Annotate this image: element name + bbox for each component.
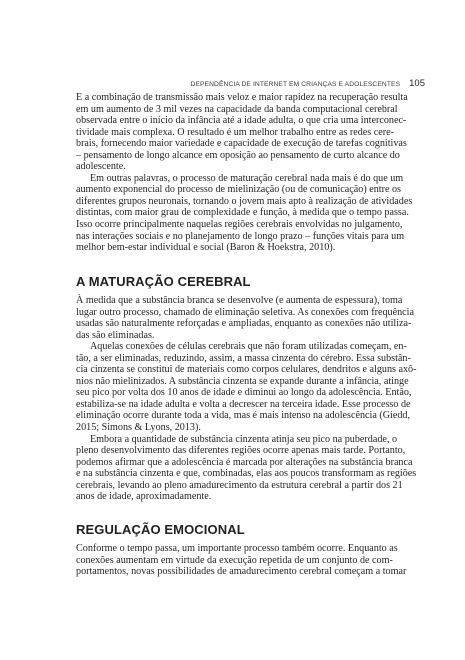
text-line: Conforme o tempo passa, um importante processo também ocorre. Enquanto as (76, 543, 398, 554)
text-line: tão, a ser eliminadas, reduzindo, assim, a massa cinzenta do cérebro. Essa substân- (76, 352, 411, 364)
text-line: Aquelas conexões de células cerebrais que não foram utilizadas começam, en- (90, 341, 407, 353)
text-line: Embora a quantidade de substância cinzenta atinja seu pico na puberdade, o (90, 433, 398, 445)
text-line: estabiliza-se na idade adulta e volta a decrescer na terceira idade. Esse processo de (76, 398, 411, 410)
text-line: pleno desenvolvimento das diferentes regiões ocorre apenas mais tarde. Portanto, (76, 445, 406, 457)
text-line: À medida que a substância branca se desenvolve (e aumenta de espessura), toma (76, 295, 403, 306)
text-line: tividade mais complexa. O resultado é um melhor trabalho entre as redes cere- (76, 126, 394, 138)
text-line: cerebrais, levando ao pleno amadurecimento da estrutura cerebral a partir dos 21 (76, 479, 403, 491)
running-title: DEPENDÊNCIA DE INTERNET EM CRIANÇAS E ADOLESCENTES (190, 81, 401, 88)
page-number: 105 (409, 78, 425, 89)
running-header (0, 73, 425, 91)
paragraphs-intro (76, 92, 413, 254)
text-line: aumento exponencial do processo de mielinização (ou de comunicação) entre os (76, 184, 401, 196)
text-line: – pensamento de longo alcance em oposição ao pensamento de curto alcance do (76, 149, 400, 161)
text-line: 2015; Simons & Lyons, 2013). (76, 422, 201, 434)
text-line: cia cinzenta se constitui de materiais como corpos celulares, dendritos e alguns axô- (76, 364, 417, 376)
text-line: eliminação ocorre durante toda a vida, mas é mais intenso na adolescência (Giedd, (76, 410, 410, 422)
text-line: adolescente. (76, 161, 126, 173)
text-line: melhor bem-estar individual e social (Baron & Hoekstra, 2010). (76, 242, 336, 254)
text-line: anos de idade, aproximadamente. (76, 491, 212, 503)
text-line: brais, fornecendo maior variedade e capacidade de execução de tarefas cognitivas (76, 138, 407, 150)
text-line: podemos afirmar que a adolescência é marcada por alterações na substância branca (76, 456, 413, 468)
section-heading-regulacao: REGULAÇÃO EMOCIONAL (76, 522, 245, 537)
section-heading-maturacao: A MATURAÇÃO CEREBRAL (76, 274, 251, 289)
paragraphs-regulacao (76, 543, 407, 578)
text-line: Isso ocorre principalmente naquelas regiões cerebrais envolvidas no julgamento, (76, 219, 403, 231)
text-line: e na substância cinzenta e que, combinadas, elas aos poucos transformam as regiões (76, 468, 417, 480)
text-line: portamentos, novas possibilidades de amadurecimento cerebral começam a tomar (76, 566, 407, 578)
text-line: distintas, com maior grau de complexidade e função, à medida que o tempo passa. (76, 207, 409, 219)
text-line: Em outras palavras, o processo de maturação cerebral nada mais é do que um (90, 172, 404, 184)
text-line: E a combinação de transmissão mais veloz e maior rapidez na recuperação resulta (76, 92, 408, 103)
text-line: nios não mielinizados. A substância cinzenta se expande durante a infância, atinge (76, 375, 409, 387)
text-line: lugar outro processo, chamado de eliminação seletiva. As conexões com frequência (76, 306, 414, 318)
text-line: conexões aumentam em virtude da execução repetida de um conjunto de com- (76, 554, 393, 566)
paragraphs-maturacao (76, 295, 417, 503)
text-line: nas interações sociais e no planejamento de longo prazo – funções vitais para um (76, 230, 405, 242)
text-line: diferentes grupos neuronais, tornando o jovem mais apto à realização de atividades (76, 195, 413, 207)
text-line: das são eliminadas. (76, 329, 155, 341)
text-line: em um aumento de 3 mil vezes na capacidade da banda computacional cerebral (76, 103, 398, 115)
text-line: observada entre o início da infância até a idade adulta, o que cria uma interconec- (76, 115, 407, 127)
text-line: usadas são naturalmente reforçadas e ampliadas, enquanto as conexões não utiliza- (76, 318, 412, 330)
text-line: seu pico por volta dos 10 anos de idade e diminui ao longo da adolescência. Então, (76, 387, 412, 399)
